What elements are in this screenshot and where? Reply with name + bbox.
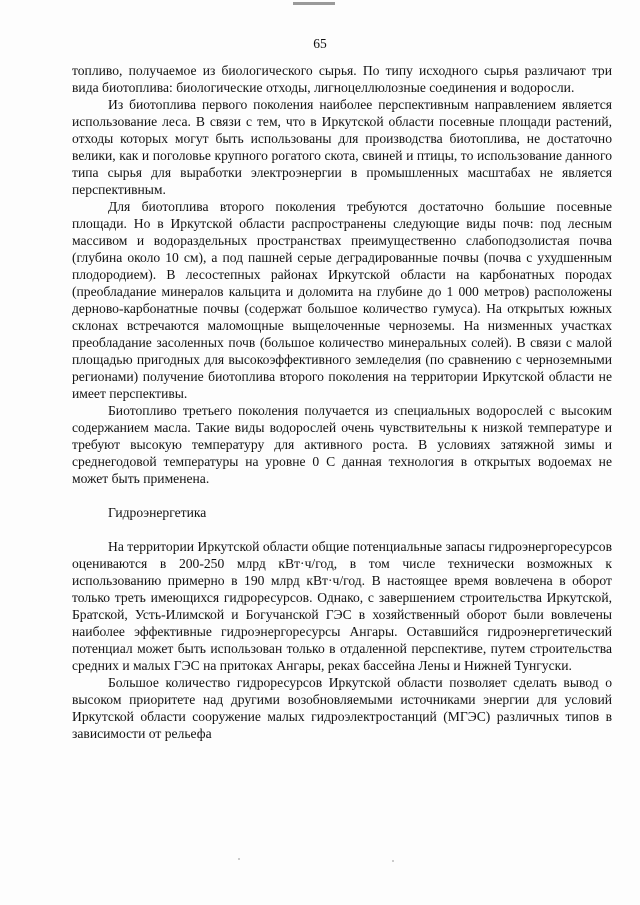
section-heading: Гидроэнергетика: [108, 505, 207, 520]
scan-speck: [238, 858, 240, 860]
scan-speck: [392, 860, 394, 862]
document-body: [72, 62, 612, 742]
scan-artifact: [293, 2, 335, 5]
paragraph-second-generation: Для биотоплива второго поколения требуются достаточно большие посевные площади. Но в Иркутской области распространены следующие виды почв: под лесным массивом и водораздельных пространствах преимущественно слабоподзолистая почва (глубина около 10 см), а под пашней серые деградированные почвы (почва с ухудшенным плодородием). В лесостепных районах Иркутской области на карбонатных породах (преобладание минералов кальцита и доломита на глубине до 1 000 метров) расположены дерново-карбонатные почвы (содержат большое количество гумуса). На открытых южных склонах встречаются маломощные выщелоченные черноземы. На низменных участках преобладание засоленных почв (большое количество минеральных солей). В связи с малой площадью пригодных для высокоэффективного земледелия (по сравнению с черноземными регионами) получение биотоплива второго поколения на территории Иркутской области не имеет перспективы.: [72, 199, 612, 401]
paragraph-third-generation: Биотопливо третьего поколения получается из специальных водорослей с высоким содержанием масла. Такие виды водорослей очень чувствительны к низкой температуре и требуют высокую температуру для активного роста. В условиях затяжной зимы и среднегодовой температуры на уровне 0 С данная технология в открытых водоемах не может быть применена.: [72, 403, 612, 486]
paragraph-small-hydro: Большое количество гидроресурсов Иркутской области позволяет сделать вывод о высоком приоритете над другими возобновляемыми источниками энергии для условий Иркутской области сооружение малых гидроэлектростанций (МГЭС) различных типов в зависимости от рельефа: [72, 675, 612, 741]
paragraph-continuation: топливо, получаемое из биологического сырья. По типу исходного сырья различают три вида биотоплива: биологические отходы, лигноцеллюлозные соединения и водоросли.: [72, 63, 612, 95]
paragraph-first-generation: Из биотоплива первого поколения наиболее перспективным направлением является использование леса. В связи с тем, что в Иркутской области посевные площади растений, отходы которых могут быть использованы для производства биотоплива, не достаточно велики, как и поголовье крупного рогатого скота, свиней и птицы, то использование данного типа сырья для выработки электроэнергии в промышленных масштабах не является перспективным.: [72, 97, 612, 197]
page-number: 65: [313, 36, 327, 51]
paragraph-hydro-resources: На территории Иркутской области общие потенциальные запасы гидроэнергоресурсов оцениваются в 200-250 млрд кВт·ч/год, в том числе технически возможных к использованию примерно в 190 млрд кВт·ч/год. В настоящее время вовлечена в оборот только треть имеющихся гидроресурсов. Однако, с завершением строительства Иркутской, Братской, Усть-Илимской и Богучанской ГЭС в хозяйственный оборот были вовлечены наиболее эффективные гидроэнергоресурсы Ангары. Оставшийся гидроэнергетический потенциал может быть использован только в отдаленной перспективе, путем строительства средних и малых ГЭС на притоках Ангары, реках бассейна Лены и Нижней Тунгуски.: [72, 539, 612, 673]
